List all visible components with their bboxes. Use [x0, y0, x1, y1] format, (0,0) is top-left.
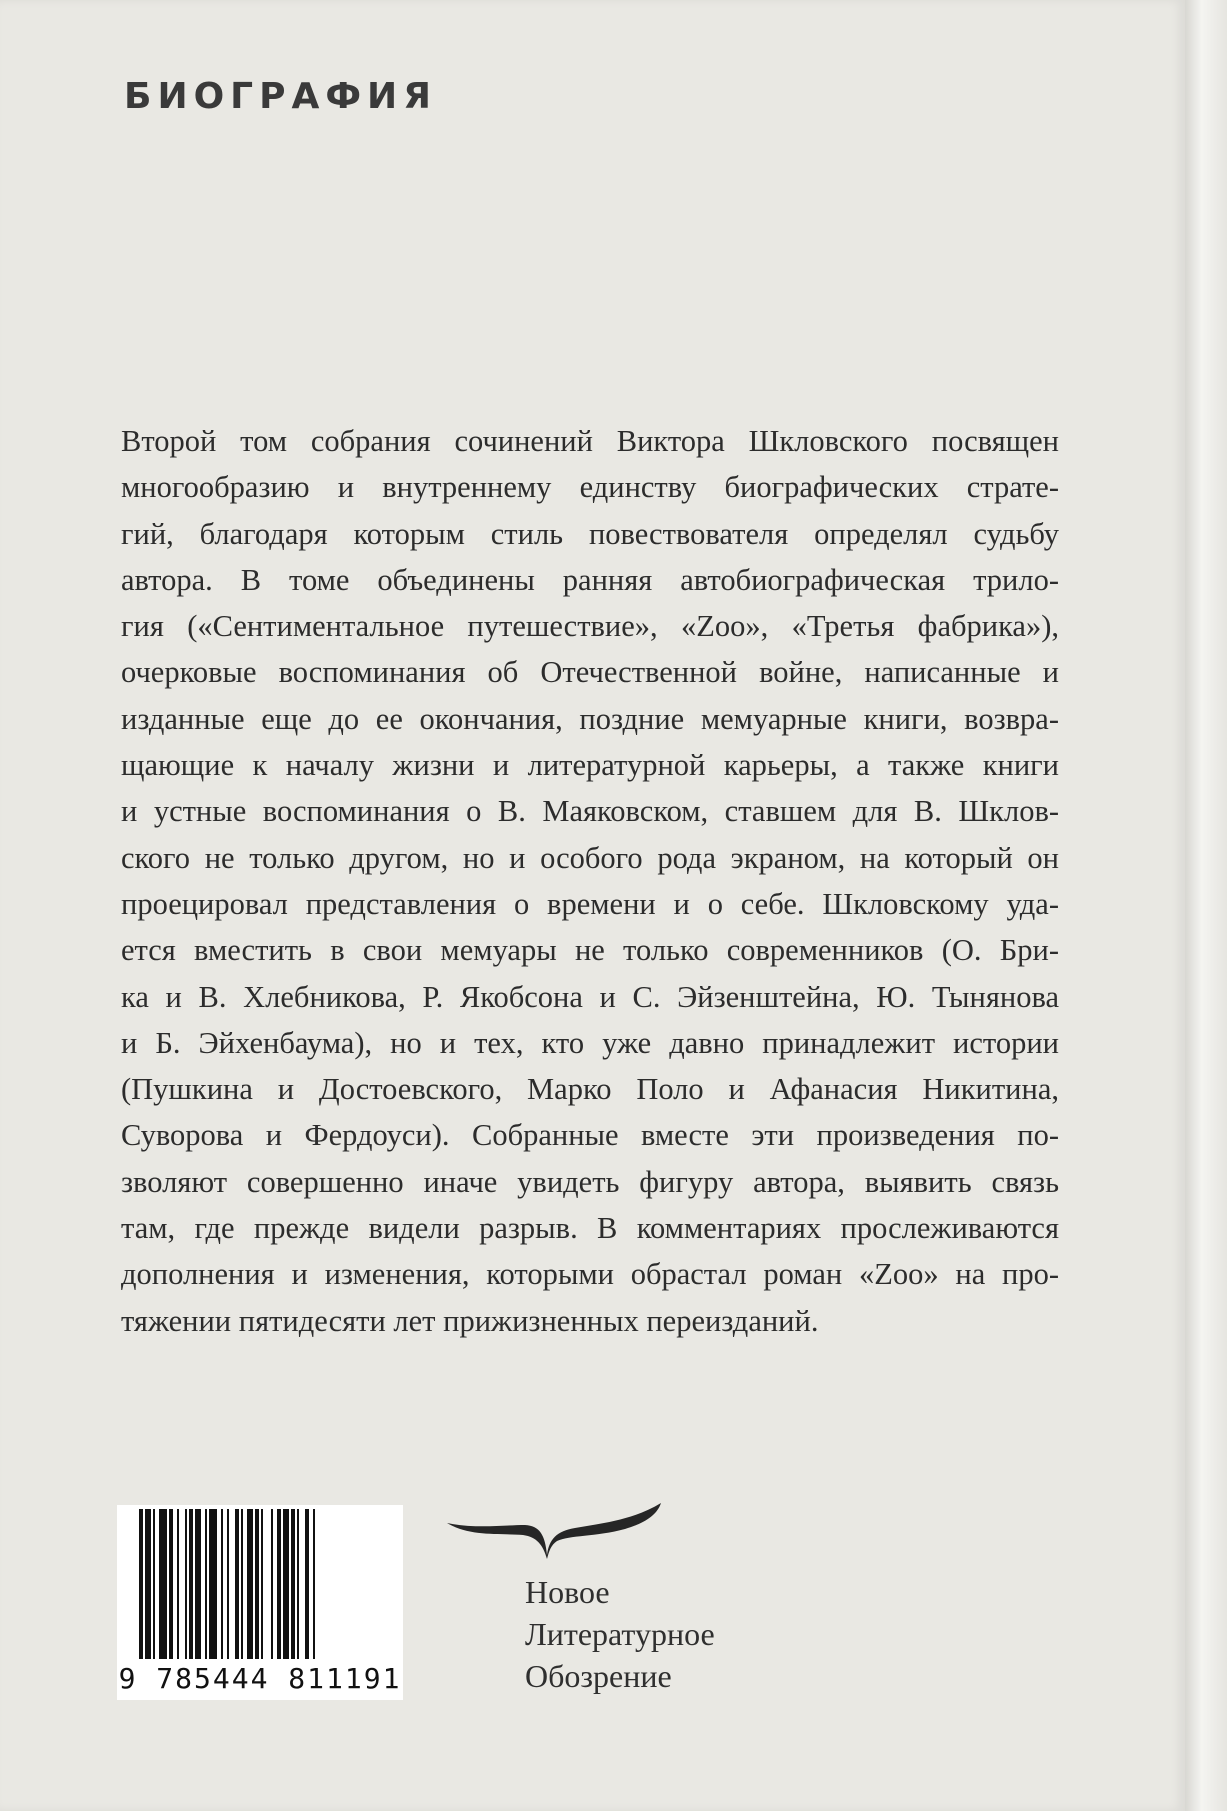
barcode-bar	[159, 1509, 167, 1659]
annotation-line: ского не только другом, но и особого рода экраном, на который он	[121, 840, 1059, 875]
book-annotation	[121, 418, 1059, 1344]
page-edge	[1185, 0, 1227, 1811]
annotation-line: автора. В томе объединены ранняя автобиографическая трило-	[121, 562, 1059, 597]
annotation-line: щающие к началу жизни и литературной карьеры, а также книги	[121, 748, 1059, 783]
isbn-barcode	[117, 1505, 403, 1700]
annotation-line: (Пушкина и Достоевского, Марко Поло и Афанасия Никитина,	[121, 1072, 1059, 1107]
annotation-line: многообразию и внутреннему единству биографических страте-	[121, 470, 1059, 505]
barcode-bar	[177, 1509, 179, 1659]
barcode-bar	[195, 1509, 201, 1659]
annotation-line: и Б. Эйхенбаума), но и тех, кто уже давно принадлежит истории	[121, 1025, 1059, 1060]
annotation-line: проецировал представления о времени и о себе. Шкловскому уда-	[121, 886, 1059, 921]
publisher-line: Новое	[525, 1574, 610, 1610]
publisher-line: Литературное	[525, 1616, 715, 1652]
annotation-line: Суворова и Фердоуси). Собранные вместе эти произведения по-	[121, 1118, 1059, 1153]
barcode-bar	[209, 1509, 217, 1659]
barcode-bar	[205, 1509, 207, 1659]
barcode-bar	[305, 1509, 309, 1659]
publisher-line: Обозрение	[525, 1658, 672, 1694]
barcode-bar	[283, 1509, 289, 1659]
barcode-bar	[297, 1509, 299, 1659]
barcode-bar	[261, 1509, 263, 1659]
annotation-line: зволяют совершенно иначе увидеть фигуру автора, выявить связь	[121, 1164, 1059, 1199]
barcode-bar	[221, 1509, 223, 1659]
annotation-line: Второй том собрания сочинений Виктора Шкловского посвящен	[121, 424, 1059, 458]
barcode-bar	[313, 1509, 315, 1659]
barcode-bar	[277, 1509, 281, 1659]
publisher-logo-icon	[445, 1495, 665, 1565]
barcode-bar	[169, 1509, 173, 1659]
annotation-line: тяжении пятидесяти лет прижизненных переизданий.	[121, 1303, 819, 1338]
annotation-line: гия («Сентиментальное путешествие», «Zoo», «Третья фабрика»),	[121, 609, 1059, 644]
barcode-bar	[153, 1509, 155, 1659]
barcode-bar	[185, 1509, 187, 1659]
isbn-number: 9 785444 811191	[118, 1662, 402, 1695]
barcode-bar	[255, 1509, 259, 1659]
publisher-name	[525, 1571, 715, 1697]
annotation-line: изданные еще до ее окончания, поздние мемуарные книги, возвра-	[121, 701, 1059, 736]
annotation-line: гий, благодаря которым стиль повествователя определял судьбу	[121, 516, 1059, 551]
annotation-line: ка и В. Хлебникова, Р. Якобсона и С. Эйзенштейна, Ю. Тынянова	[121, 979, 1059, 1014]
annotation-line: и устные воспоминания о В. Маяковском, ставшем для В. Шклов-	[121, 794, 1059, 829]
barcode-bar	[291, 1509, 295, 1659]
barcode-bar	[241, 1509, 243, 1659]
annotation-line: очерковые воспоминания об Отечественной войне, написанные и	[121, 655, 1059, 690]
annotation-line: там, где прежде видели разрыв. В комментариях прослеживаются	[121, 1211, 1059, 1246]
barcode-bars	[117, 1505, 403, 1665]
barcode-bar	[145, 1509, 151, 1659]
barcode-bar	[247, 1509, 253, 1659]
annotation-line: дополнения и изменения, которыми обрастал роман «Zoo» на про-	[121, 1257, 1059, 1292]
series-label: БИОГРАФИЯ	[124, 76, 437, 117]
barcode-bar	[189, 1509, 193, 1659]
barcode-bar	[271, 1509, 273, 1659]
annotation-line: ется вместить в свои мемуары не только современников (О. Бри-	[121, 933, 1059, 968]
barcode-bar	[235, 1509, 239, 1659]
barcode-bar	[139, 1509, 143, 1659]
barcode-bar	[227, 1509, 229, 1659]
